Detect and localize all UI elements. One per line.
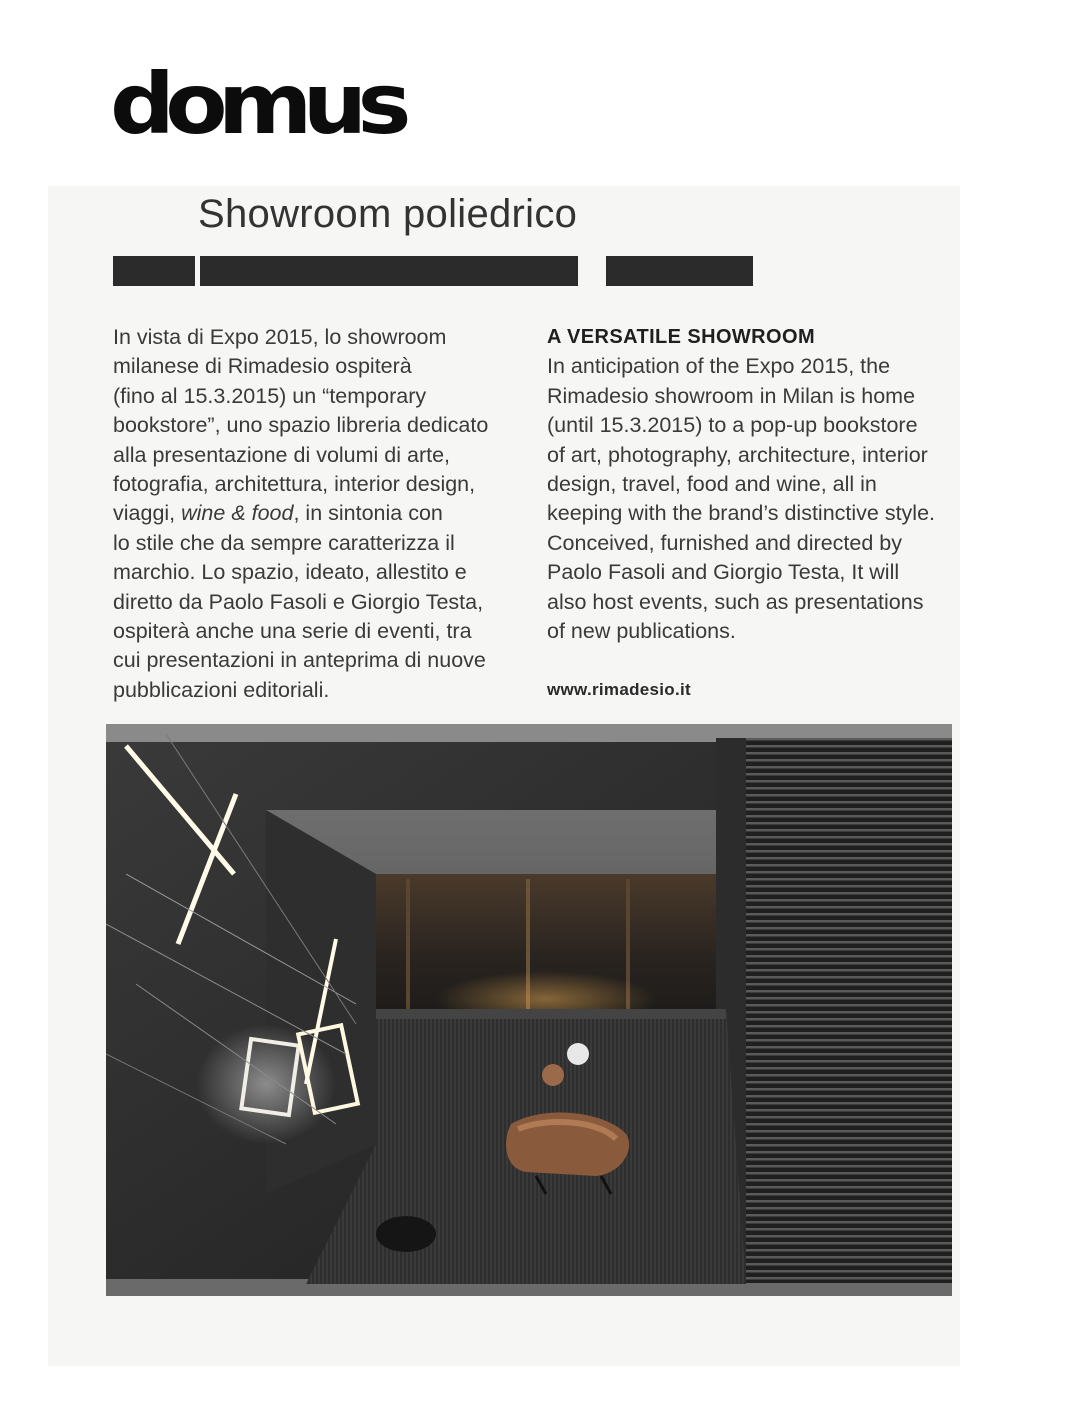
english-column — [547, 323, 967, 646]
italic-run: wine & food — [181, 501, 294, 526]
text-line: lo stile che da sempre caratterizza il — [113, 530, 455, 555]
text-line: pubblicazioni editoriali. — [113, 677, 330, 702]
text-line: diretto da Paolo Fasoli e Giorgio Testa, — [113, 589, 484, 614]
website-link[interactable]: www.rimadesio.it — [547, 680, 691, 699]
text-line — [113, 499, 533, 528]
text-line: also host events, such as presentations — [547, 589, 924, 614]
text-line: keeping with the brand’s distinctive style. — [547, 501, 936, 526]
text-line: Conceived, furnished and directed by — [547, 530, 902, 555]
english-heading: A VERSATILE SHOWROOM — [547, 326, 815, 348]
showroom-photo — [106, 724, 952, 1296]
article-title: Showroom poliedrico — [198, 192, 578, 236]
text-line: alla presentazione di volumi di arte, — [113, 442, 451, 467]
text-line: of new publications. — [547, 619, 736, 644]
text-line: In anticipation of the Expo 2015, the — [547, 354, 891, 379]
text-run: viaggi, — [113, 501, 182, 526]
text-line: ospiterà anche una serie di eventi, tra — [113, 619, 472, 644]
text-line: cui presentazioni in anteprima di nuove — [113, 648, 486, 673]
text-line: (fino al 15.3.2015) un “temporary — [113, 383, 427, 408]
redaction-bar — [200, 256, 578, 286]
domus-logo: domus — [110, 55, 402, 153]
text-line: fotografia, architettura, interior design, — [113, 472, 476, 497]
text-run: , in sintonia con — [293, 501, 443, 526]
text-line: marchio. Lo spazio, ideato, allestito e — [113, 560, 467, 585]
text-line: Rimadesio showroom in Milan is home — [547, 383, 916, 408]
text-line: of art, photography, architecture, interior — [547, 442, 928, 467]
text-line: In vista di Expo 2015, lo showroom — [113, 325, 447, 349]
redaction-bar — [113, 256, 195, 286]
italian-column — [113, 323, 533, 705]
text-line: Paolo Fasoli and Giorgio Testa, It will — [547, 560, 900, 585]
text-line: milanese di Rimadesio ospiterà — [113, 354, 412, 379]
text-line: (until 15.3.2015) to a pop-up bookstore — [547, 413, 918, 438]
text-line: bookstore”, uno spazio libreria dedicato — [113, 413, 489, 438]
text-line: design, travel, food and wine, all in — [547, 472, 877, 497]
redaction-bar — [606, 256, 753, 286]
